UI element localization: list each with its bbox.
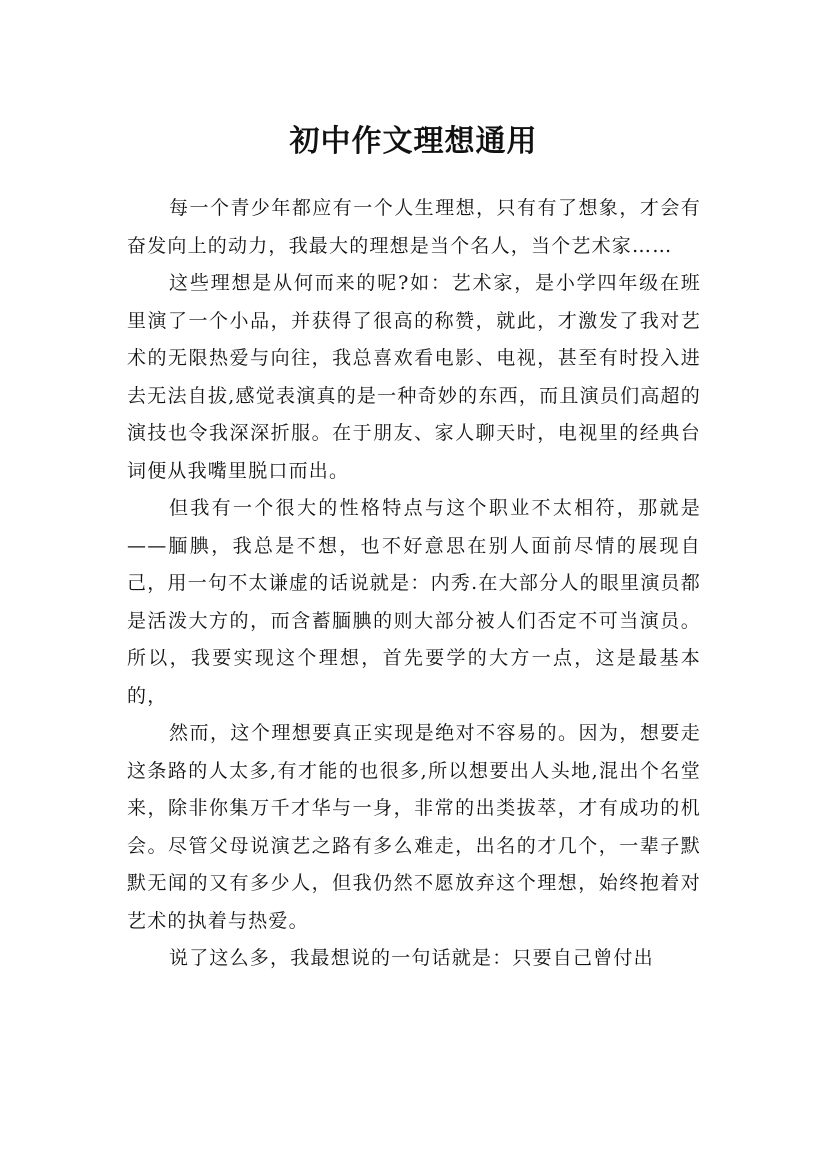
paragraph: 但我有一个很大的性格特点与这个职业不太相符，那就是——腼腆，我总是不想，也不好意思在别人面前尽情的展现自己，用一句不太谦虚的话说就是：内秀.在大部分人的眼里演员都是活泼大方的，而含蓄腼腆的则大部分被人们否定不可当演员。所以，我要实现这个理想，首先要学的大方一点，这是最基本的，	[127, 497, 701, 707]
paragraph: 说了这么多，我最想说的一句话就是：只要自己曾付出	[169, 947, 654, 969]
paragraph: 然而，这个理想要真正实现是绝对不容易的。因为，想要走这条路的人太多,有才能的也很多,所以想要出人头地,混出个名堂来，除非你集万千才华与一身，非常的出类拔萃，才有成功的机会。尽管父母说演艺之路有多么难走，出名的才几个，一辈子默默无闻的又有多少人，但我仍然不愿放弃这个理想，始终抱着对艺术的执着与热爱。	[127, 722, 701, 932]
document-body	[127, 190, 701, 978]
paragraph: 这些理想是从何而来的呢?如：艺术家，是小学四年级在班里演了一个小品，并获得了很高的称赞，就此，才激发了我对艺术的无限热爱与向往，我总喜欢看电影、电视，甚至有时投入进去无法自拔,感觉表演真的是一种奇妙的东西，而且演员们高超的演技也令我深深折服。在于朋友、家人聊天时，电视里的经典台词便从我嘴里脱口而出。	[127, 272, 701, 482]
document-title: 初中作文理想通用	[289, 124, 538, 160]
paragraph: 每一个青少年都应有一个人生理想，只有有了想象，才会有奋发向上的动力，我最大的理想是当个名人，当个艺术家……	[127, 197, 701, 257]
